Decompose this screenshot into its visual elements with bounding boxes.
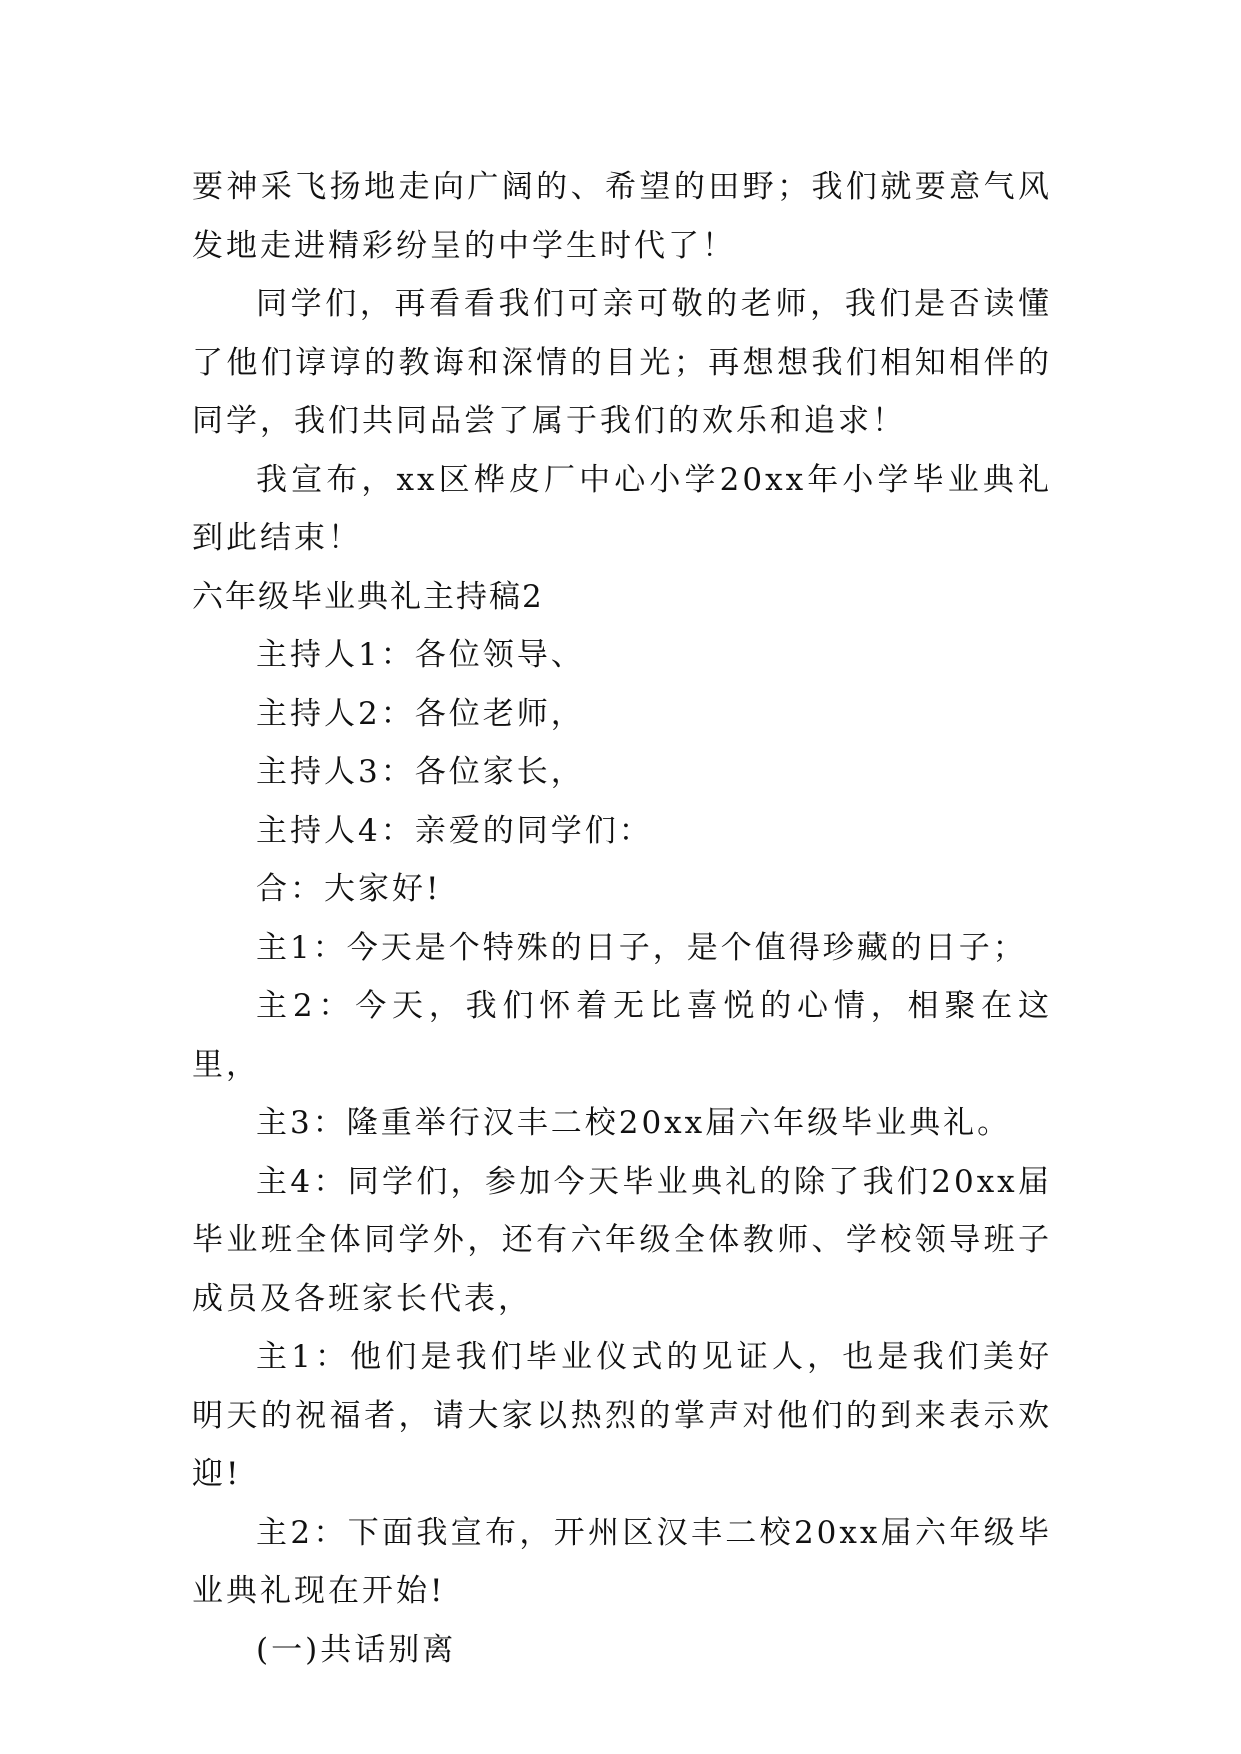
paragraph-host-3: 主持人3：各位家长，	[256, 754, 585, 790]
paragraph-2: 同学们，再看看我们可亲可敬的老师，我们是否读懂了他们谆谆的教诲和深情的目光；再想想我们相知相伴的同学，我们共同品尝了属于我们的欢乐和追求！	[192, 286, 1052, 439]
document-body	[192, 158, 1052, 1679]
subsection-heading: (一)共话别离	[256, 1631, 457, 1668]
paragraph-main-4a: 主4：同学们，参加今天毕业典礼的除了我们20xx届毕业班全体同学外，还有六年级全体教师、学校领导班子成员及各班家长代表，	[192, 1163, 1052, 1317]
paragraph-host-4: 主持人4：亲爱的同学们：	[256, 812, 653, 849]
paragraph-main-2b: 主2：下面我宣布，开州区汉丰二校20xx届六年级毕业典礼现在开始!	[192, 1514, 1052, 1609]
paragraph-3: 我宣布，xx区桦皮厂中心小学20xx年小学毕业典礼到此结束！	[192, 461, 1052, 556]
paragraph-main-3a: 主3：隆重举行汉丰二校20xx届六年级毕业典礼。	[256, 1105, 1012, 1141]
paragraph-host-1: 主持人1：各位领导、	[256, 637, 585, 673]
paragraph-together: 合：大家好!	[256, 871, 442, 907]
paragraph-main-1b: 主1：他们是我们毕业仪式的见证人，也是我们美好明天的祝福者，请大家以热烈的掌声对他们的到来表示欢迎!	[192, 1339, 1052, 1492]
paragraph-1: 要神采飞扬地走向广阔的、希望的田野；我们就要意气风发地走进精彩纷呈的中学生时代了！	[192, 169, 1052, 264]
paragraph-main-1a: 主1：今天是个特殊的日子，是个值得珍藏的日子；	[256, 929, 1027, 966]
paragraph-main-2a: 主2：今天，我们怀着无比喜悦的心情，相聚在这里，	[192, 988, 1052, 1083]
section-heading: 六年级毕业典礼主持稿2	[192, 578, 544, 615]
paragraph-host-2: 主持人2：各位老师，	[256, 695, 585, 732]
